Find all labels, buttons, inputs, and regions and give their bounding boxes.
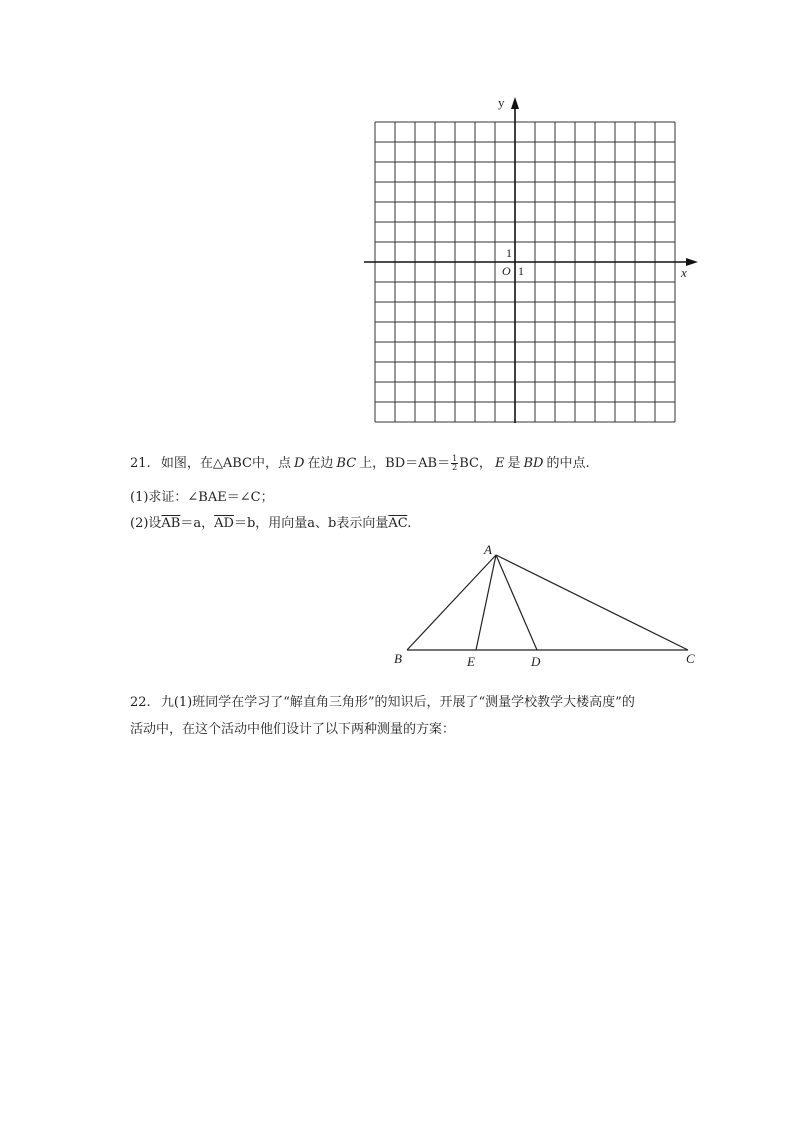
fraction-numerator: 1 [452,454,458,463]
segment-ab [407,555,496,650]
vector-ab: $\overline{AB}$ [161,516,181,531]
q21-seg-bd: BD [523,456,544,471]
fraction-denominator: 2 [452,463,458,472]
y-axis-label: y [498,95,505,110]
q22-text-line1: 九(1)班同学在学习了“解直角三角形”的知识后，开展了“测量学校教学大楼高度”的 [160,695,635,710]
q22-number: 22. [130,695,151,710]
q21-text-post: 的中点. [546,456,590,471]
segment-ad [496,555,537,650]
vector-ac: $\overline{AC}$ [388,516,408,531]
q21-part2-eq2: ＝b，用向量a、b表示向量 [233,516,389,531]
segment-ac [496,555,688,650]
triangle-abc-figure [385,538,705,673]
x-axis-label: x [681,265,687,280]
q21-seg-bc: BC [336,456,357,471]
q21-text-mid1: 在边 [307,456,334,471]
q21-part2 [130,515,411,533]
unit-x-label: 1 [518,264,524,278]
q21-text-mid3: 是 [507,456,521,471]
q21-text-after-frac: BC， [459,456,492,471]
x-axis-arrow-icon [686,258,698,266]
fraction-one-half [451,455,458,472]
q22-line2: 活动中，在这个活动中他们设计了以下两种测量的方案： [130,722,456,737]
point-e-label: E [467,654,475,669]
q22-line1 [130,694,635,712]
vertex-c-label: C [686,651,695,666]
q21-line1 [130,455,590,473]
coordinate-grid-figure [360,95,705,430]
vertex-a-label: A [484,542,492,557]
q21-part1: (1)求证：∠BAE＝∠C； [130,490,274,505]
vector-ad: $\overline{AD}$ [214,516,234,531]
q21-number: 21. [130,456,151,471]
q21-part2-pre: (2)设 [130,516,162,531]
q21-text-mid2: 上，BD＝AB＝ [359,456,451,471]
q21-part2-eq1: ＝a， [180,516,215,531]
q21-point-e: E [494,456,505,471]
unit-y-label: 1 [506,246,512,260]
vertex-b-label: B [394,651,402,666]
q21-point-d: D [293,456,305,471]
point-d-label: D [531,654,541,669]
y-axis-arrow-icon [511,97,519,109]
q21-text-pre: 如图，在△ABC中，点 [160,456,291,471]
origin-label: O [502,264,511,278]
segment-ae [476,555,496,650]
grid-lines [375,122,675,422]
q21-part2-post: . [407,516,412,531]
